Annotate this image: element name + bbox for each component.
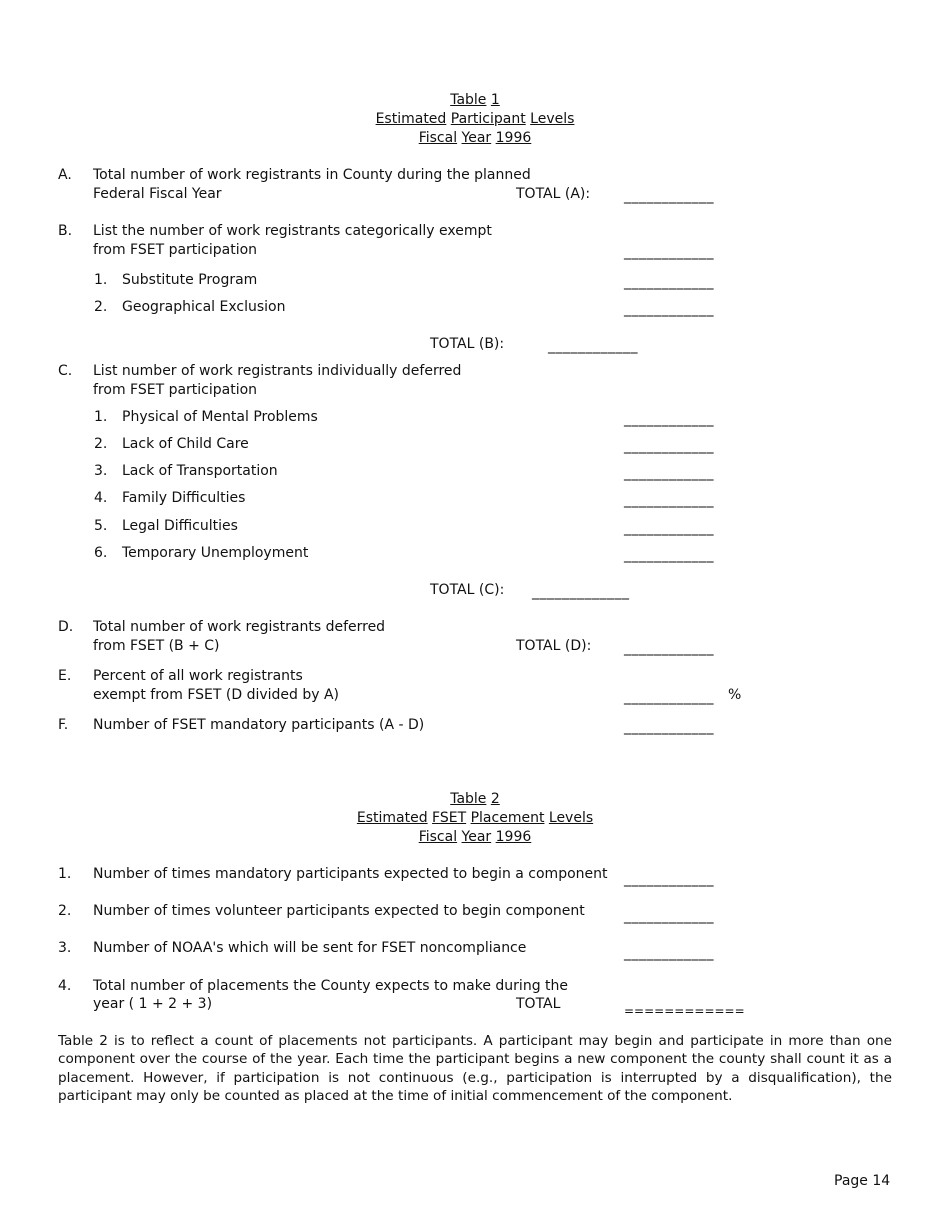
item-a-blank[interactable]: ____________	[624, 188, 714, 204]
table1-year-word1: Fiscal	[418, 130, 458, 146]
t2-item2-text: Number of times volunteer participants expected to begin component	[93, 903, 585, 919]
table1-year-value: 1996	[495, 130, 532, 146]
item-b2-num: 2.	[94, 299, 108, 315]
t2-item4-double-rule[interactable]: ============	[624, 1004, 745, 1018]
item-c6-blank[interactable]: ____________	[624, 547, 714, 563]
table2-heading	[0, 790, 950, 809]
item-b1-label: Substitute Program	[122, 272, 258, 288]
item-c-total-blank[interactable]: _____________	[532, 584, 630, 600]
item-d-line2: from FSET (B + C)	[93, 638, 220, 654]
item-b-line2: from FSET participation	[93, 242, 258, 258]
t2-item4-num: 4.	[58, 978, 72, 994]
table1-title	[0, 110, 950, 129]
item-b1-blank[interactable]: ____________	[624, 274, 714, 290]
item-c-line1: List number of work registrants individually deferred	[93, 363, 462, 379]
table1-title-word1: Estimated	[375, 111, 447, 127]
item-d-letter: D.	[58, 619, 74, 635]
t2-item2-num: 2.	[58, 903, 72, 919]
table1-heading-number: 1	[490, 92, 500, 108]
item-c1-num: 1.	[94, 409, 108, 425]
item-a-line1: Total number of work registrants in County during the planned	[93, 167, 531, 183]
t2-item1-text: Number of times mandatory participants expected to begin a component	[93, 866, 608, 882]
t2-item4-line2: year ( 1 + 2 + 3)	[93, 996, 213, 1012]
item-c2-label: Lack of Child Care	[122, 436, 249, 452]
item-a-letter: A.	[58, 167, 72, 183]
item-d-line1: Total number of work registrants deferred	[93, 619, 386, 635]
t2-item3-text: Number of NOAA's which will be sent for FSET noncompliance	[93, 940, 527, 956]
item-e-letter: E.	[58, 668, 72, 684]
item-c-letter: C.	[58, 363, 73, 379]
item-c5-num: 5.	[94, 518, 108, 534]
table1-title-word2: Participant	[450, 111, 526, 127]
item-c3-blank[interactable]: ____________	[624, 465, 714, 481]
item-e-line2: exempt from FSET (D divided by A)	[93, 687, 340, 703]
item-d-total-label: TOTAL (D):	[516, 638, 592, 654]
table2-year-value: 1996	[495, 829, 532, 845]
item-b-total-label: TOTAL (B):	[430, 336, 505, 352]
item-d-blank[interactable]: ____________	[624, 640, 714, 656]
item-e-percent-suffix: %	[728, 687, 742, 703]
table1-heading	[0, 91, 950, 110]
item-b2-label: Geographical Exclusion	[122, 299, 286, 315]
item-c5-blank[interactable]: ____________	[624, 520, 714, 536]
table1-year-word2: Year	[461, 130, 492, 146]
table2-heading-word: Table	[450, 791, 487, 807]
item-c1-label: Physical of Mental Problems	[122, 409, 318, 425]
table2-year	[0, 828, 950, 847]
table2-title-word2: FSET	[432, 810, 467, 826]
t2-item2-blank[interactable]: ____________	[624, 908, 714, 924]
t2-item1-blank[interactable]: ____________	[624, 871, 714, 887]
table1-heading-word: Table	[450, 92, 487, 108]
table1-year	[0, 129, 950, 148]
item-b-total-blank[interactable]: ____________	[548, 338, 638, 354]
item-b-blank[interactable]: ____________	[624, 244, 714, 260]
item-c2-num: 2.	[94, 436, 108, 452]
item-c1-blank[interactable]: ____________	[624, 411, 714, 427]
item-c4-blank[interactable]: ____________	[624, 492, 714, 508]
item-b-letter: B.	[58, 223, 73, 239]
t2-item4-line1: Total number of placements the County expects to make during the	[93, 978, 569, 994]
item-c-total-label: TOTAL (C):	[430, 582, 505, 598]
item-c5-label: Legal Difficulties	[122, 518, 238, 534]
t2-item1-num: 1.	[58, 866, 72, 882]
item-b-line1: List the number of work registrants categorically exempt	[93, 223, 492, 239]
table2-title-word4: Levels	[548, 810, 594, 826]
table2-note-paragraph: Table 2 is to reflect a count of placements not participants. A participant may begin and participate in more than one component over the course of the year. Each time the participant begins a new component the county shall count it as a placement. However, if participation is not continuous (e.g., participation is interrupted by a disqualification), the participant may only be counted as placed at the time of initial commencement of the component.	[58, 1033, 892, 1105]
item-a-line2: Federal Fiscal Year	[93, 186, 222, 202]
table1-title-word3: Levels	[530, 111, 575, 127]
item-c3-label: Lack of Transportation	[122, 463, 278, 479]
item-c2-blank[interactable]: ____________	[624, 438, 714, 454]
table2-title-word3: Placement	[470, 810, 545, 826]
item-f-blank[interactable]: ____________	[624, 719, 714, 735]
table2-title	[0, 809, 950, 828]
t2-item3-blank[interactable]: ____________	[624, 945, 714, 961]
item-c6-num: 6.	[94, 545, 108, 561]
item-c4-label: Family Difficulties	[122, 490, 246, 506]
page-number: Page 14	[834, 1173, 891, 1189]
item-c6-label: Temporary Unemployment	[122, 545, 309, 561]
t2-item3-num: 3.	[58, 940, 72, 956]
item-a-total-label: TOTAL (A):	[516, 186, 591, 202]
item-b2-blank[interactable]: ____________	[624, 301, 714, 317]
table2-year-word1: Fiscal	[418, 829, 458, 845]
t2-item4-total-label: TOTAL	[516, 996, 561, 1012]
item-c4-num: 4.	[94, 490, 108, 506]
item-c-line2: from FSET participation	[93, 382, 258, 398]
table2-year-word2: Year	[461, 829, 492, 845]
item-c3-num: 3.	[94, 463, 108, 479]
item-e-blank[interactable]: ____________	[624, 689, 714, 705]
item-e-line1: Percent of all work registrants	[93, 668, 303, 684]
item-f-line1: Number of FSET mandatory participants (A - D)	[93, 717, 425, 733]
table2-heading-number: 2	[490, 791, 500, 807]
item-f-letter: F.	[58, 717, 69, 733]
item-b1-num: 1.	[94, 272, 108, 288]
table2-title-word1: Estimated	[356, 810, 428, 826]
